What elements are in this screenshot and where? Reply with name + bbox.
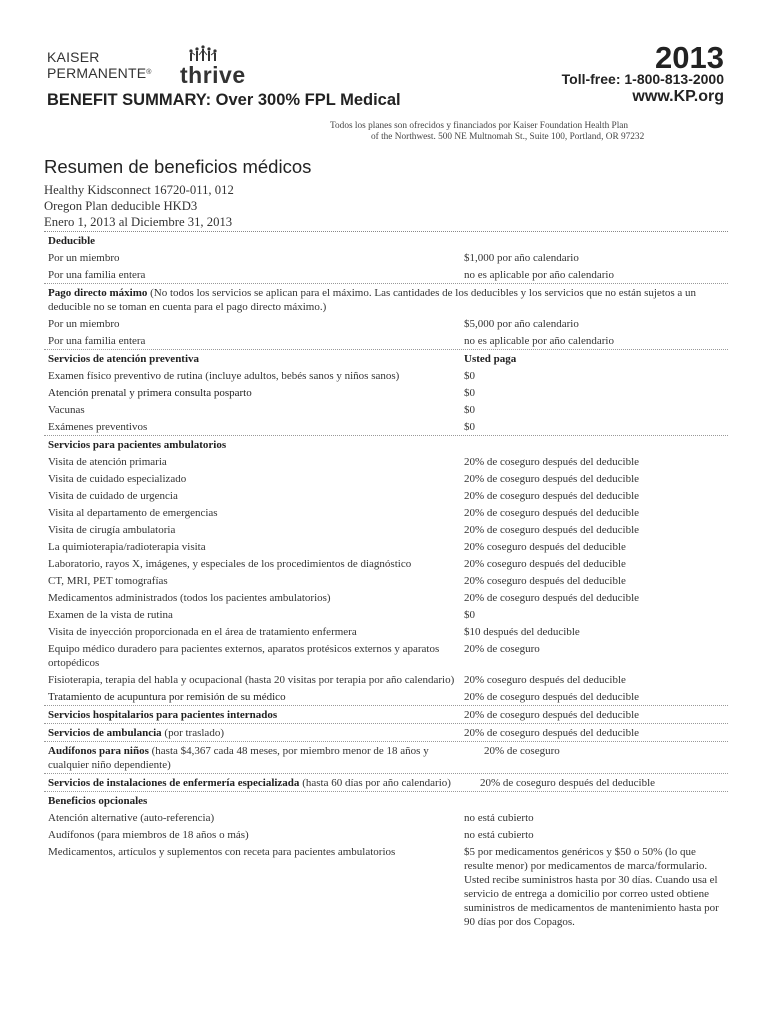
row-value: 20% coseguro después del deducible <box>464 557 626 570</box>
row-label: Examen físico preventivo de rutina (incluye adultos, bebés sanos y niños sanos) <box>48 369 400 382</box>
toll-free-number: Toll-free: 1-800-813-2000 <box>561 71 724 87</box>
ambulance-label-note: (por traslado) <box>161 726 224 739</box>
hearing-kids-label <box>44 742 480 773</box>
benefits-table <box>44 231 728 930</box>
table-row <box>44 809 728 826</box>
row-label: Equipo médico duradero para pacientes externos, aparatos protésicos externos y aparatos ortopédicos <box>48 642 440 669</box>
row-label: Por una familia entera <box>48 268 146 281</box>
preventive-heading: Servicios de atención preventiva <box>48 352 200 365</box>
deductible-heading: Deducible <box>48 234 96 247</box>
row-value: 20% de coseguro después del deducible <box>464 455 640 468</box>
row-value: no está cubierto <box>464 828 534 841</box>
logo-permanente-text <box>47 65 152 81</box>
plan-deductible-name: Oregon Plan deducible HKD3 <box>44 199 198 213</box>
hearing-kids-value: 20% de coseguro <box>484 744 560 757</box>
plan-disclaimer <box>330 121 670 143</box>
row-label: Visita de cuidado especializado <box>48 472 187 485</box>
table-row <box>44 418 728 436</box>
row-value: $1,000 por año calendario <box>464 251 579 264</box>
row-value: 20% coseguro después del deducible <box>464 540 626 553</box>
hearing-kids-label-bold: Audífonos para niños <box>48 744 149 757</box>
row-value: 20% coseguro después del deducible <box>464 673 626 686</box>
row-label: Tratamiento de acupuntura por remisión de su médico <box>48 690 286 703</box>
row-label: Visita de inyección proporcionada en el área de tratamiento enfermera <box>48 625 357 638</box>
table-row <box>44 384 728 401</box>
row-label: Visita de cirugía ambulatoria <box>48 523 176 536</box>
disclaimer-line-2: of the Northwest. 500 NE Multnomah St., Suite 100, Portland, OR 97232 <box>371 132 645 142</box>
row-value: $5 por medicamentos genéricos y $50 o 50% (lo que resulte menor) por medicamentos de marca/formulario. Usted recibe suministros hasta por 30 días. Cuando usa el servicio de entrega a domicilio por correo usted obtiene suministros de medicamentos de mantenimiento hasta por 90 días por dos Copagos. <box>464 845 719 928</box>
table-row <box>44 367 728 384</box>
oop-heading <box>44 284 718 315</box>
row-value: 20% de coseguro después del deducible <box>464 690 640 703</box>
optional-section <box>44 792 728 930</box>
row-value: 20% de coseguro después del deducible <box>464 472 640 485</box>
benefit-summary-title: BENEFIT SUMMARY: Over 300% FPL Medical <box>47 91 401 109</box>
oop-note: (No todos los servicios se aplican para el máximo. Las cantidades de los deducibles y los servicios que no están sujetos a un deducible no se toman en cuenta para el pago directo máximo.) <box>48 286 697 313</box>
row-label: Por un miembro <box>48 317 120 330</box>
row-label: Audífonos (para miembros de 18 años o más) <box>48 828 249 841</box>
ambulance-label <box>44 724 460 741</box>
row-label: Por un miembro <box>48 251 120 264</box>
hospital-value: 20% de coseguro después del deducible <box>464 708 640 721</box>
snf-value: 20% de coseguro después del deducible <box>480 776 656 789</box>
table-row <box>44 572 728 589</box>
row-label: Por una familia entera <box>48 334 146 347</box>
plan-name: Healthy Kidsconnect 16720-011, 012 <box>44 183 234 197</box>
section-heading-row <box>44 350 728 367</box>
row-value: $0 <box>464 608 475 621</box>
hospital-label: Servicios hospitalarios para pacientes internados <box>48 708 278 721</box>
ambulance-row <box>44 724 728 742</box>
row-value: 20% de coseguro <box>464 642 540 655</box>
row-label: Visita al departamento de emergencias <box>48 506 218 519</box>
row-value: $0 <box>464 386 475 399</box>
row-label: Medicamentos administrados (todos los pacientes ambulatorios) <box>48 591 331 604</box>
table-row <box>44 504 728 521</box>
row-value: 20% de coseguro después del deducible <box>464 523 640 536</box>
snf-label-bold: Servicios de instalaciones de enfermería especializada <box>48 776 300 789</box>
row-label: La quimioterapia/radioterapia visita <box>48 540 206 553</box>
row-label: Exámenes preventivos <box>48 420 148 433</box>
preventive-section <box>44 350 728 436</box>
oop-max-section <box>44 284 728 350</box>
table-row <box>44 589 728 606</box>
row-label: Medicamentos, artículos y suplementos con receta para pacientes ambulatorios <box>48 845 396 858</box>
hearing-kids-row <box>44 742 728 774</box>
plan-info <box>44 182 234 230</box>
row-value: no es aplicable por año calendario <box>464 268 614 281</box>
outpatient-section <box>44 436 728 706</box>
table-row <box>44 671 728 688</box>
row-value: 20% de coseguro después del deducible <box>464 591 640 604</box>
page-title: Resumen de beneficios médicos <box>44 156 312 177</box>
table-row <box>44 538 728 555</box>
row-label: Examen de la vista de rutina <box>48 608 173 621</box>
plan-year: 2013 <box>655 40 724 75</box>
row-value: 20% coseguro después del deducible <box>464 574 626 587</box>
row-label: Atención alternative (auto-referencia) <box>48 811 215 824</box>
snf-label <box>44 774 476 791</box>
registered-mark: ® <box>146 69 152 76</box>
section-heading-row <box>44 232 728 249</box>
row-value: 20% de coseguro después del deducible <box>464 489 640 502</box>
ambulance-value: 20% de coseguro después del deducible <box>464 726 640 739</box>
deductible-section <box>44 231 728 284</box>
section-heading-row <box>44 284 728 315</box>
row-value: $0 <box>464 403 475 416</box>
website-link[interactable]: www.KP.org <box>632 88 724 105</box>
row-value: no es aplicable por año calendario <box>464 334 614 347</box>
snf-row <box>44 774 728 792</box>
row-label: Fisioterapia, terapia del habla y ocupacional (hasta 20 visitas por terapia por año calendario) <box>48 673 455 686</box>
row-value: $0 <box>464 369 475 382</box>
logo-thrive-text: thrive <box>180 62 246 88</box>
table-row <box>44 332 728 350</box>
table-row <box>44 555 728 572</box>
row-label: Visita de atención primaria <box>48 455 167 468</box>
table-row <box>44 266 728 284</box>
table-row <box>44 401 728 418</box>
row-label: CT, MRI, PET tomografías <box>48 574 168 587</box>
table-row <box>44 453 728 470</box>
people-icon <box>187 45 231 63</box>
snf-label-note: (hasta 60 días por año calendario) <box>299 776 451 789</box>
kaiser-thrive-logo <box>47 49 246 88</box>
table-row <box>44 487 728 504</box>
outpatient-heading: Servicios para pacientes ambulatorios <box>48 438 227 451</box>
plan-dates: Enero 1, 2013 al Diciembre 31, 2013 <box>44 215 233 229</box>
hearing-kids-label-note: (hasta $4,367 cada 48 meses, por miembro menor de 18 años y cualquier niño dependiente) <box>48 744 429 771</box>
logo-permanente-word: PERMANENTE <box>47 65 147 81</box>
table-row <box>44 470 728 487</box>
table-row <box>44 688 728 706</box>
section-heading-row <box>44 792 728 809</box>
row-value: $10 después del deducible <box>464 625 580 638</box>
logo-kaiser-text: KAISER <box>47 49 100 65</box>
table-row <box>44 249 728 266</box>
row-value: $0 <box>464 420 475 433</box>
table-row <box>44 640 728 671</box>
ambulance-label-bold: Servicios de ambulancia <box>48 726 162 739</box>
table-row <box>44 521 728 538</box>
row-value: $5,000 por año calendario <box>464 317 579 330</box>
table-row <box>44 606 728 623</box>
row-label: Laboratorio, rayos X, imágenes, y especiales de los procedimientos de diagnóstico <box>48 557 412 570</box>
row-label: Visita de cuidado de urgencia <box>48 489 178 502</box>
oop-heading-bold: Pago directo máximo <box>48 286 148 299</box>
row-label: Atención prenatal y primera consulta posparto <box>48 386 252 399</box>
disclaimer-line-1: Todos los planes son ofrecidos y financiados por Kaiser Foundation Health Plan <box>330 121 629 131</box>
optional-heading: Beneficios opcionales <box>48 794 148 807</box>
table-row <box>44 623 728 640</box>
row-value: 20% de coseguro después del deducible <box>464 506 640 519</box>
row-label: Vacunas <box>48 403 85 416</box>
table-row <box>44 826 728 843</box>
you-pay-heading: Usted paga <box>464 352 517 365</box>
hospital-row <box>44 706 728 724</box>
section-heading-row <box>44 436 728 453</box>
row-value: no está cubierto <box>464 811 534 824</box>
table-row <box>44 843 728 930</box>
table-row <box>44 315 728 332</box>
